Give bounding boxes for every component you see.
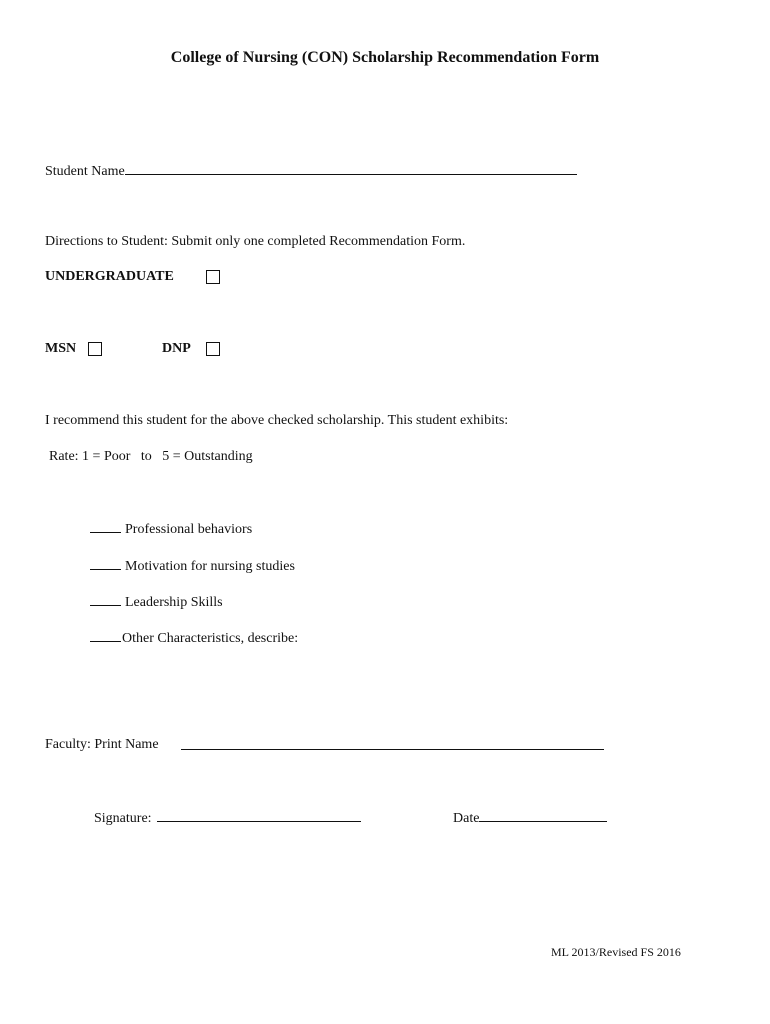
signature-field[interactable] xyxy=(157,809,361,822)
faculty-name-row xyxy=(181,737,604,755)
rating-label: Motivation for nursing studies xyxy=(125,559,295,574)
revision-footer: ML 2013/Revised FS 2016 xyxy=(551,945,681,959)
student-name-row xyxy=(45,162,577,180)
undergraduate-checkbox[interactable] xyxy=(206,270,220,284)
rating-row-motivation xyxy=(90,557,295,575)
date-label: Date xyxy=(453,811,480,826)
rating-blank[interactable] xyxy=(90,520,121,533)
student-name-label: Student Name xyxy=(45,164,125,179)
recommend-text: I recommend this student for the above checked scholarship. This student exhibits: xyxy=(45,413,509,428)
date-field[interactable] xyxy=(479,809,607,822)
rating-label: Other Characteristics, describe: xyxy=(122,631,299,646)
dnp-label: DNP xyxy=(162,341,191,356)
signature-row xyxy=(94,809,361,827)
msn-checkbox[interactable] xyxy=(88,342,102,356)
signature-label: Signature: xyxy=(94,811,152,826)
undergraduate-label: UNDERGRADUATE xyxy=(45,269,174,284)
rating-blank[interactable] xyxy=(90,557,121,570)
rating-scale: Rate: 1 = Poor to 5 = Outstanding xyxy=(49,449,253,464)
faculty-name-label: Faculty: Print Name xyxy=(45,737,159,752)
rating-row-leadership xyxy=(90,593,223,611)
rating-row-professional xyxy=(90,520,252,538)
dnp-checkbox[interactable] xyxy=(206,342,220,356)
directions-text: Directions to Student: Submit only one completed Recommendation Form. xyxy=(45,234,466,249)
rating-label: Leadership Skills xyxy=(125,595,223,610)
rating-row-other xyxy=(90,629,298,647)
faculty-name-field[interactable] xyxy=(181,737,604,750)
rating-label: Professional behaviors xyxy=(125,522,253,537)
msn-label: MSN xyxy=(45,341,77,356)
form-title: College of Nursing (CON) Scholarship Recommendation Form xyxy=(170,49,600,66)
rating-blank[interactable] xyxy=(90,629,121,642)
rating-blank[interactable] xyxy=(90,593,121,606)
student-name-field[interactable] xyxy=(125,162,577,175)
date-row xyxy=(453,809,607,827)
